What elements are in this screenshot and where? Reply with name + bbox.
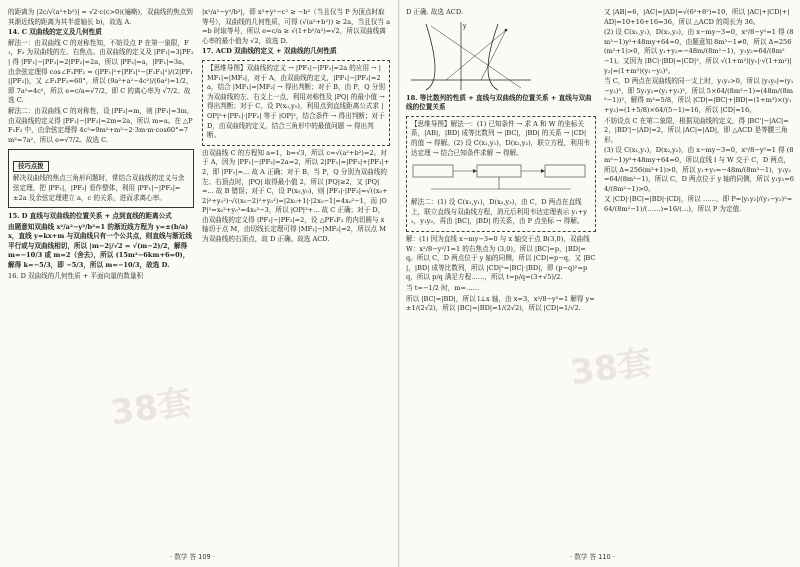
text-paragraph: |x²/a²−y²/b²|，即 x²+y²−c² ≥ −b²（当且仅当 P 为顶点时取等号），双曲线的几何性质，可得 (√(a²+b²)) ≥ 2a，当且仅当 a=b 时取等号，所以 e=c/a ≥ √(1+b²/a²)=√2，所以双曲线离心率的最小值为 √2，故选 D.: [202, 8, 390, 45]
text-paragraph: 解法一：由双曲线 C 的对称性知，不妨设点 P 在第一象限，F₁，F₂ 为双曲线的左、右焦点。由双曲线的定义及 |PF₁|=3|PF₂| 得 |PF₁|−|PF₂|=2|PF₂|=2a，所以 |PF₂|=a，|PF₁|=3a。由余弦定理得 cos∠F₁PF₂ = (|PF₁|²+|PF₂|²−|F₁F₂|²)/(2|PF₁||PF₂|)，又 ∠F₁PF₂=60°，所以 (9a²+a²−4c²)/(6a²)=1/2，即 7a²=4c²，所以 e=c/a=√7/2，即 C 的离心率为 √7/2。故选 C.: [8, 38, 194, 105]
right-page: [400, 0, 800, 567]
mind-map-box: [406, 116, 596, 232]
text-paragraph: 的距离为 |2c/√(a²+b²)| = √2·c(c>0)(遍略)，双曲线的焦点到其渐近线的距离为其半虚轴长 b)，故选 A.: [8, 8, 193, 26]
question-heading: 由题意知双曲线 x²/a²−y²/b²=1 的渐近线方程为 y=±(b/a)x，直线 y=kx+m 与双曲线只有一个公共点，则直线与渐近线平行或与双曲线相切，所以 |m−2|/√2 = √(m−2)/2，解得 m=−10/3 或 m=2（舍去），所以 (15m²−6km+6=0)，解得 k=−5/3，即 −5/3，所以 m=−10/3，故选 D.: [8, 222, 192, 270]
tip-text: 解决双曲线的焦点三角形问题时，常结合双曲线的定义与余弦定理，把 |PF₁|，|PF₂| 看作整体，利用 |PF₁|−|PF₂|=±2a 及余弦定理建立 a，c 的关系，进而求离心率。: [13, 174, 185, 202]
right-column-1: [406, 8, 596, 545]
left-column-2: [202, 8, 390, 545]
tip-box: [8, 149, 194, 208]
text-paragraph: 又 |CD|·|BC|=|BD|·|CD|，所以 ……，即 P=|y₁y₂|/(y₁−y₂)²=64/(8m²−1)/(……)=16/(…)，所以 P 为定值.: [604, 195, 793, 213]
text-paragraph: 又 |AB|=6，|AC|=|AD|=√(6²+8²)=10，所以 |AC|+|CD|+|AD|=10+16+16=36，所以 △ACD 的周长为 36。: [604, 8, 790, 26]
text-paragraph: (2) 设 C(x₁,y₁)，D(x₂,y₂)，由 x−my−3=0，x²/8−y²=1 得 (8m²−1)y²+48my+64=0，由题意知 8m²−1≠0，所以 Δ=256(m²+1)>0，所以 y₁+y₂=−48m/(8m²−1)，y₁y₂=64/(8m²−1)。又因为 |BC|·|BD|=|CD|²，所以 √(1+m²)|y₁|·√(1+m²)|y₂|=(1+m²)(y₁−y₂)²。: [604, 28, 794, 75]
mind-map-box: [202, 60, 390, 146]
hyperbola-figure: [406, 20, 536, 92]
text-paragraph: 16. D 双曲线的几何性质 + 平面向量的数量积: [8, 271, 144, 280]
question-heading: 14. C 双曲线的定义及几何性质: [8, 28, 102, 37]
flow-diagram: [411, 161, 587, 195]
text-paragraph: 所以 |BC|=|BD|，所以 l⊥x 轴，由 x=3，x²/8−y²=1 解得 y=±1/(2√2)，所以 |BC|=|BD|=1/(2√2)，所以 |CD|=1/√2.: [406, 294, 595, 313]
text-paragraph: 不妨设点 C 在第二象限，根据双曲线的定义，得 |BC'|−|AC|=2，|BD'|−|AD|=2，所以 |AC|=|AD|，即 △ACD 是等腰三角形。: [604, 116, 789, 144]
tip-title: 技巧点拨: [13, 161, 49, 172]
question-heading: 15. D 直线与双曲线的位置关系 + 点到直线的距离公式: [8, 212, 172, 221]
question-heading: 18. 等比数列的性质 + 直线与双曲线的位置关系 + 直线与双曲线的位置关系: [406, 93, 592, 112]
left-column-1: [8, 8, 194, 545]
mind-map-text: 解法二：(1) 设 C(x₁,y₁)，D(x₂,y₂)，由 C，D 两点在直线上，联立直线与双曲线方程，消元后利用韦达定理表示 y₁+y₂，y₁y₂，再由 |BC|，|BD| 的关系，由 P 点坐标 → 得解。: [411, 198, 587, 226]
question-heading: 17. ACD 双曲线的定义 + 双曲线的几何性质: [202, 47, 337, 56]
watermark-text: 38套: [568, 342, 655, 394]
right-column-2: [604, 8, 794, 545]
text-paragraph: 当 C，D 两点在双曲线的同一支上时，y₁y₂>0，所以 |y₁y₂|=(y₁−y₂)²，即 5y₁y₂=(y₁+y₂)²，所以 5×64/(8m²−1)=(48m/(8m²−1))²，解得 m²=5/8，所以 |CD|=|BC|+|BD|=(1+m²)×(y₁+y₂)=(1+5/8)×64/(5−1)=16，所以 |CD|=16。: [604, 77, 794, 114]
text-paragraph: 解法二：由双曲线 C 的对称性，设 |PF₂|=m，则 |PF₁|=3m，由双曲线的定义得 |PF₁|−|PF₂|=2m=2a，所以 m=a。在 △PF₁F₂ 中，由余弦定理得 4c²=9m²+m²−2·3m·m·cos60°=7m²=7a²，所以 e=√7/2。故选 C.: [8, 106, 194, 144]
text-paragraph: D 正确. 故选 ACD.: [406, 8, 463, 16]
watermark-text: 38套: [108, 382, 195, 434]
mind-map-text: 【思维导图】解法一：(1) 已知条件 → 求 A 和 W 的坐标关系，|AB|，|BD| 成等比数列 → |BC|，|BD| 的关系 → |CD| 的值 → 得解。(2) 设 C(x₁,y₁)，D(x₂,y₂)，联立方程，利用韦达定理 → 结合已知条件求解 → 得解。: [411, 119, 591, 157]
text-paragraph: (3) 设 C(x₁,y₁)，D(x₂,y₂)，由 x−my−3=0，x²/8−y²=1 得 (8m²−1)y²+48my+64=0，所以直线 l 与 W 交于 C，D 两点，所以 Δ=256(m²+1)>0，所以 y₁+y₂=−48m/(8m²−1)，y₁y₂=64/(8m²−1)，所以 C，D 两点位于 y 轴的同侧，所以 y₁y₂=64/(8m²−1)>0。: [604, 146, 794, 193]
page-footer: · 数学 答 109 ·: [170, 553, 215, 561]
page-footer: · 数学 答 110 ·: [570, 553, 615, 561]
mind-map-text: 【思维导图】双曲线的定义 → |PF₁|−|PF₂|=2a 的应用 → |MF₁|=|MF₂|，对于 A，由双曲线的定义，|PF₁|−|PF₂|=2a，结合 |MF₁|=|MF₂| → 得出判断；对于 B，由 P，Q 分别为双曲线的左、右支上一点，利用对称性及 |PQ| 的最小值 → 得出判断；对于 C，设 P(x₀,y₀)，利用点到直线距离公式求 |OP|²+|PF₁|·|PF₂| 等于 |OP|²，结合条件 → 得出判断；对于 D，由双曲线的定义，结合三角形中的最值问题 → 得出判断。: [207, 63, 385, 140]
text-paragraph: 当 t=−1/2 时，m=……: [406, 283, 480, 292]
axis-label: y: [463, 22, 467, 30]
text-paragraph: 由双曲线 C 的方程知 a=1，b=√3，所以 c=√(a²+b²)=2。对于 A，因为 |PF₁|−|PF₂|=2a=2，所以 2|PF₁|=|PF₂|+|PF₁|+2，即 |PF₁|=... 故 A 正确；对于 B，当 P，Q 分别为双曲线的左、右顶点时，|PQ| 取得最小值 2，所以 |PQ|≥2，又 |PQ|=... 故 B 错误；对于 C，设 P(x₀,y₀)，则 |PF₁|·|PF₂|=√((x₀+2)²+y₀²)·√((x₀−2)²+y₀²)=|2x₀+1|·|2x₀−1|=4x₀²−1，而 |OP|²=x₀²+y₀²=4x₀²−3，所以 |OP|²+... 故 C 正确；对于 D，由双曲线的定义得 |PF₁|−|PF₂|=2，设 △PF₁F₂ 的内切圆与 x 轴切于点 M，由切线长定理可得 |MF₁|−|MF₂|=2，所以点 M 为双曲线的右顶点，故 D 正确。故选 ACD.: [202, 148, 390, 244]
text-paragraph: 解：(1) 因为直线 x−my−3=0 与 x 轴交于点 B(3,0)，双曲线 W：x²/8−y²/1=1 的右焦点为 (3,0)，所以 |BC|=p，|BD|=q。所以 C，D 两点位于 y 轴的同侧，所以 |CD|=p−q，又 |BC|，|BD| 成等比数列，所以 |CD|²=|BC|·|BD|，即 (p−q)²=pq，所以 p/q 满足方程……，所以 t=p/q=(3+√5)/2.: [406, 234, 596, 282]
left-page: [0, 0, 399, 567]
